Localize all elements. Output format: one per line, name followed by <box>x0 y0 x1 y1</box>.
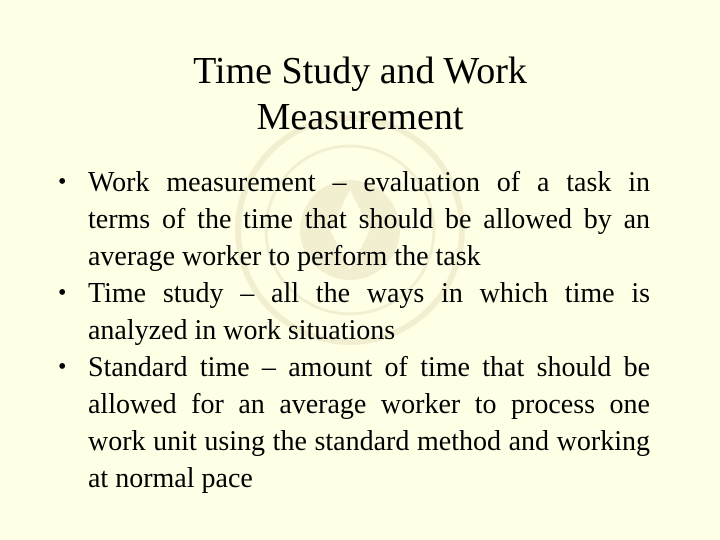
bullet-item-standard-time <box>58 349 650 497</box>
bullet-dot-icon: • <box>58 280 67 306</box>
bullet-dot-icon: • <box>58 169 67 195</box>
bullet-item-time-study <box>58 275 650 349</box>
slide-title <box>60 48 660 140</box>
bullet-text: Standard time – amount of time that should be allowed for an average worker to process one work unit using the standard method and working at normal pace <box>88 352 650 494</box>
bullet-list <box>58 164 650 497</box>
bullet-text: Time study – all the ways in which time is analyzed in work situations <box>88 278 650 346</box>
slide-title-line-2: Measurement <box>256 96 464 138</box>
bullet-dot-icon: • <box>58 354 67 380</box>
slide-title-line-1: Time Study and Work <box>193 50 527 92</box>
bullet-text: Work measurement – evaluation of a task in terms of the time that should be allowed by an average worker to perform the task <box>88 167 650 272</box>
bullet-item-work-measurement <box>58 164 650 275</box>
